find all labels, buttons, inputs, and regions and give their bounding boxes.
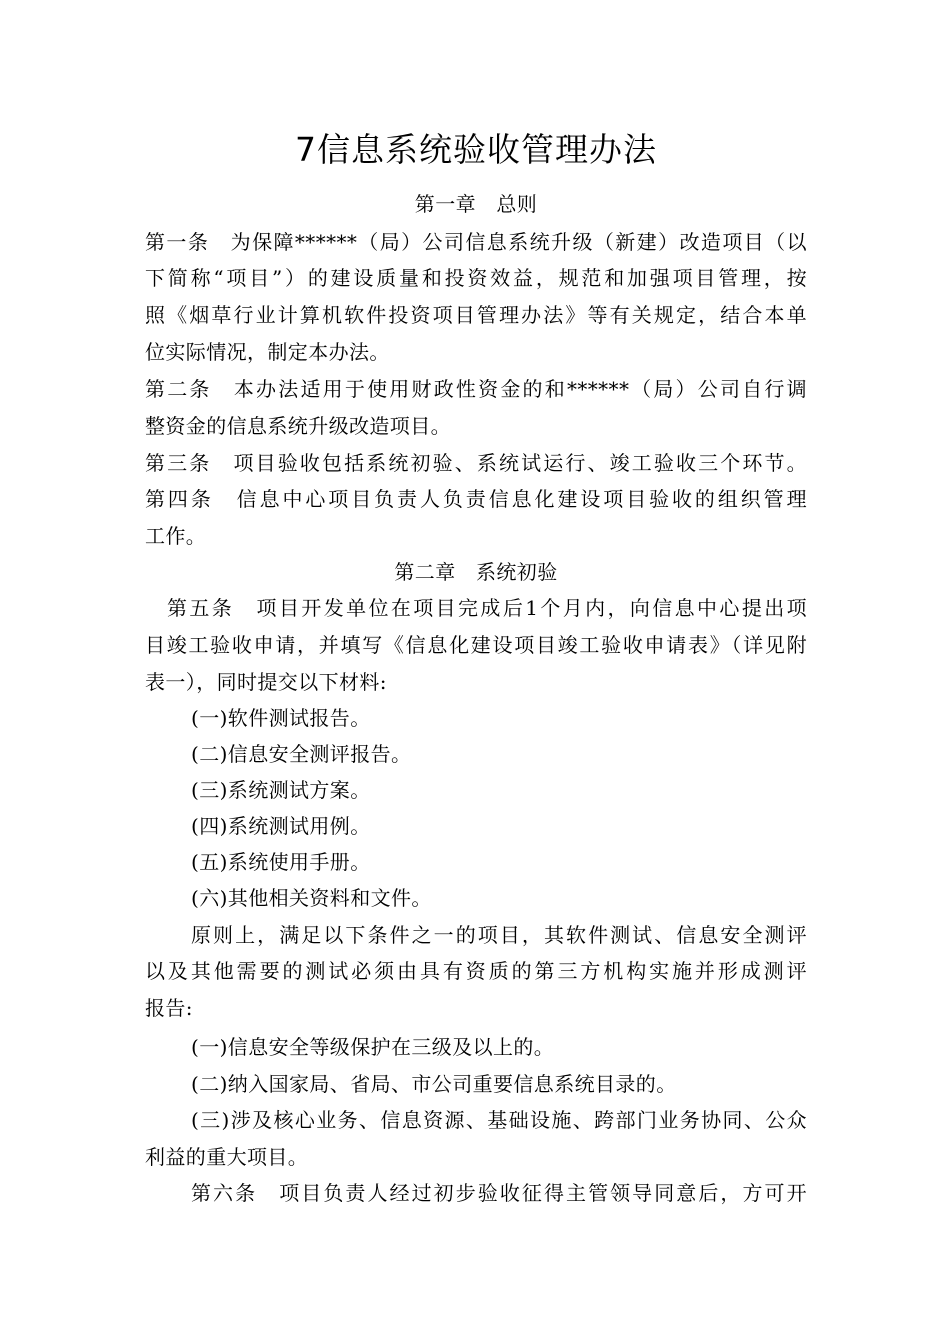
list-item: (二)纳入国家局、省局、市公司重要信息系统目录的。 xyxy=(191,1072,677,1096)
list-item: (六)其他相关资料和文件。 xyxy=(191,886,432,910)
article-line: 第五条 项目开发单位在项目完成后1个月内，向信息中心提出项 xyxy=(167,596,807,620)
list-item: (三)涉及核心业务、信息资源、基础设施、跨部门业务协同、公众 xyxy=(191,1108,807,1132)
paragraph-line: 报告: xyxy=(145,996,193,1020)
list-item: (二)信息安全测评报告。 xyxy=(191,742,412,766)
list-item: (一)软件测试报告。 xyxy=(191,706,371,730)
list-item: (五)系统使用手册。 xyxy=(191,850,371,874)
article-line: 第一条 为保障******（局）公司信息系统升级（新建）改造项目（以 xyxy=(145,230,807,254)
article-line: 第二条 本办法适用于使用财政性资金的和******（局）公司自行调 xyxy=(145,377,807,401)
article-line: 下简称“项目”）的建设质量和投资效益，规范和加强项目管理，按 xyxy=(145,266,807,290)
article-line: 工作。 xyxy=(145,524,207,548)
article-line: 第四条 信息中心项目负责人负责信息化建设项目验收的组织管理 xyxy=(145,487,807,511)
paragraph-line: 原则上，满足以下条件之一的项目，其软件测试、信息安全测评 xyxy=(191,923,807,947)
chapter-heading: 第一章 总则 xyxy=(414,192,538,216)
list-item: (三)系统测试方案。 xyxy=(191,778,371,802)
article-line: 目竣工验收申请，并填写《信息化建设项目竣工验收申请表》（详见附 xyxy=(145,633,807,657)
list-item: (四)系统测试用例。 xyxy=(191,814,371,838)
paragraph-line: 以及其他需要的测试必须由具有资质的第三方机构实施并形成测评 xyxy=(145,959,807,983)
article-line: 第六条 项目负责人经过初步验收征得主管领导同意后，方可开 xyxy=(191,1181,807,1205)
article-line: 整资金的信息系统升级改造项目。 xyxy=(145,414,451,438)
article-line: 第三条 项目验收包括系统初验、系统试运行、竣工验收三个环节。 xyxy=(145,451,807,475)
article-line: 照《烟草行业计算机软件投资项目管理办法》等有关规定，结合本单 xyxy=(145,303,807,327)
article-line: 位实际情况，制定本办法。 xyxy=(145,340,390,364)
document-title: 7信息系统验收管理办法 xyxy=(295,130,657,169)
article-line: 表一），同时提交以下材料: xyxy=(145,670,387,694)
list-item: 利益的重大项目。 xyxy=(145,1145,309,1169)
chapter-heading: 第二章 系统初验 xyxy=(394,560,558,584)
list-item: (一)信息安全等级保护在三级及以上的。 xyxy=(191,1035,555,1059)
